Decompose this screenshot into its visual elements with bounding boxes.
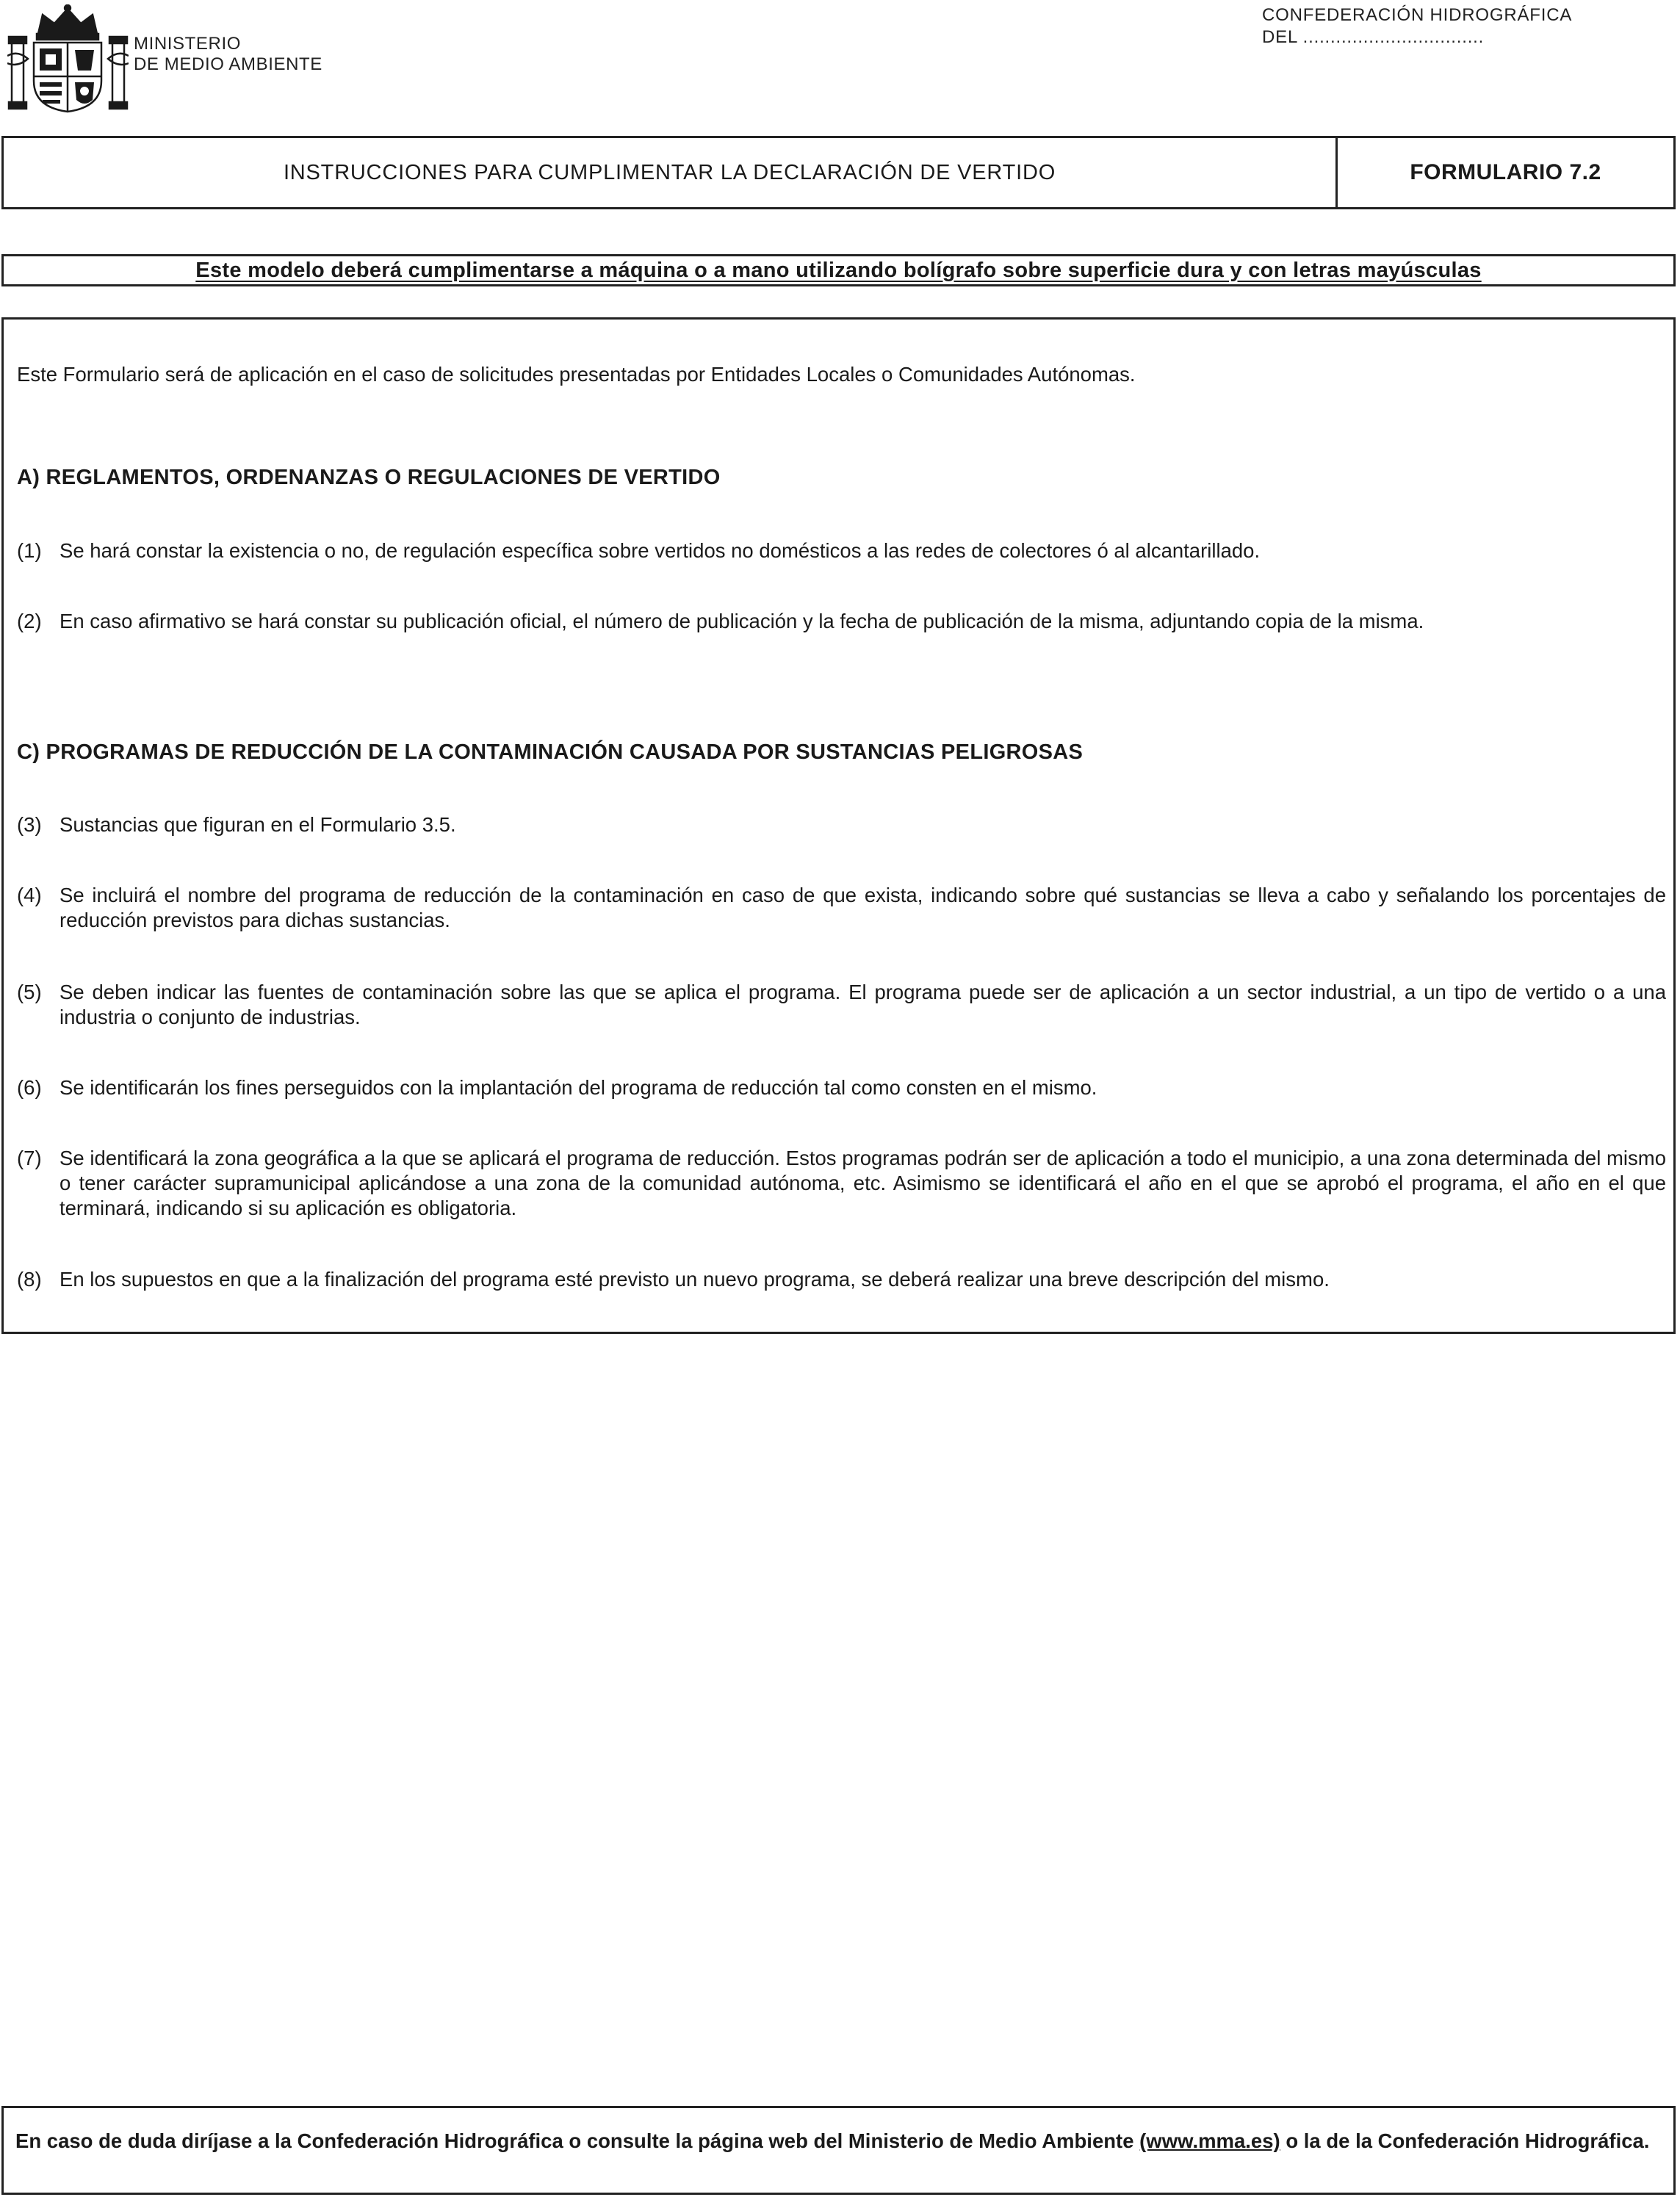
item-number: (4) [17,884,42,906]
intro-paragraph: Este Formulario será de aplicación en el caso de solicitudes presentadas por Entidades Locales o Comunidades Autónomas. [17,363,1136,386]
coat-of-arms-logo [7,4,129,113]
item-text: Se deben indicar las fuentes de contaminación sobre las que se aplica el programa. El programa puede ser de aplicación a un sector industrial, a un tipo de vertido o a una industria o conjunto de industrias. [60,981,1666,1028]
item-number: (2) [17,610,42,632]
section-a-heading: A) REGLAMENTOS, ORDENANZAS O REGULACIONES DE VERTIDO [17,466,721,489]
list-item [17,812,1666,837]
footer-text-end: o la de la Confederación Hidrográfica. [1280,2129,1650,2152]
list-item [17,980,1666,1030]
item-number: (7) [17,1147,42,1169]
instructions-content-box [1,317,1676,1334]
footer-note [15,2129,1661,2154]
item-text: Se identificarán los fines perseguidos con la implantación del programa de reducción tal como consten en el mismo. [60,1076,1097,1099]
item-text: Se identificará la zona geográfica a la que se aplicará el programa de reducción. Estos programas podrán ser de aplicación a todo el municipio, a una zona determinada del mismo o tener carácter supramunicipal aplicándose a una zona de la comunidad autónoma, etc. Asimismo se identificará el año en el que se aprobó el programa, el año en el que terminará, indicando si su aplicación es obligatoria. [60,1147,1666,1219]
confederation-line-1: CONFEDERACIÓN HIDROGRÁFICA [1262,5,1573,25]
ministry-name [134,34,322,75]
form-number: FORMULARIO 7.2 [1410,160,1601,184]
footer-box [1,2106,1676,2195]
confederation-line-2: DEL ................................. [1262,27,1485,47]
list-item [17,1146,1666,1221]
ministry-line-1: MINISTERIO [134,34,242,54]
list-item [17,883,1666,933]
document-title: INSTRUCCIONES PARA CUMPLIMENTAR LA DECLARACIÓN DE VERTIDO [283,160,1056,184]
item-text: Se hará constar la existencia o no, de regulación específica sobre vertidos no domésticos a las redes de colectores ó al alcantarillado. [60,539,1261,562]
list-item [17,1075,1666,1100]
title-box [1,136,1676,209]
list-item [17,1267,1666,1292]
item-number: (5) [17,981,42,1003]
item-number: (6) [17,1076,42,1099]
list-item [17,538,1666,563]
footer-text-start: En caso de duda diríjase a la Confederación Hidrográfica o consulte la página web del Ministerio de Medio Ambiente [15,2129,1140,2152]
item-text: Se incluirá el nombre del programa de reducción de la contaminación en caso de que exista, indicando sobre qué sustancias se lleva a cabo y señalando los porcentajes de reducción previstos para dichas sustancias. [60,884,1666,931]
item-text: En los supuestos en que a la finalización del programa esté previsto un nuevo programa, se deberá realizar una breve descripción del mismo. [60,1268,1330,1291]
list-item [17,609,1666,634]
ministry-website-link[interactable]: (www.mma.es) [1139,2129,1280,2152]
item-text: Sustancias que figuran en el Formulario 3.5. [60,813,456,836]
fill-instructions-notice: Este modelo deberá cumplimentarse a máquina o a mano utilizando bolígrafo sobre superficie dura y con letras mayúsculas [1,254,1676,286]
item-number: (1) [17,539,42,562]
item-number: (3) [17,813,42,836]
section-c-heading: C) PROGRAMAS DE REDUCCIÓN DE LA CONTAMINACIÓN CAUSADA POR SUSTANCIAS PELIGROSAS [17,740,1084,764]
item-number: (8) [17,1268,42,1291]
item-text: En caso afirmativo se hará constar su publicación oficial, el número de publicación y la fecha de publicación de la misma, adjuntando copia de la misma. [60,610,1424,632]
ministry-line-2: DE MEDIO AMBIENTE [134,54,322,74]
confederation-header [1262,4,1572,48]
